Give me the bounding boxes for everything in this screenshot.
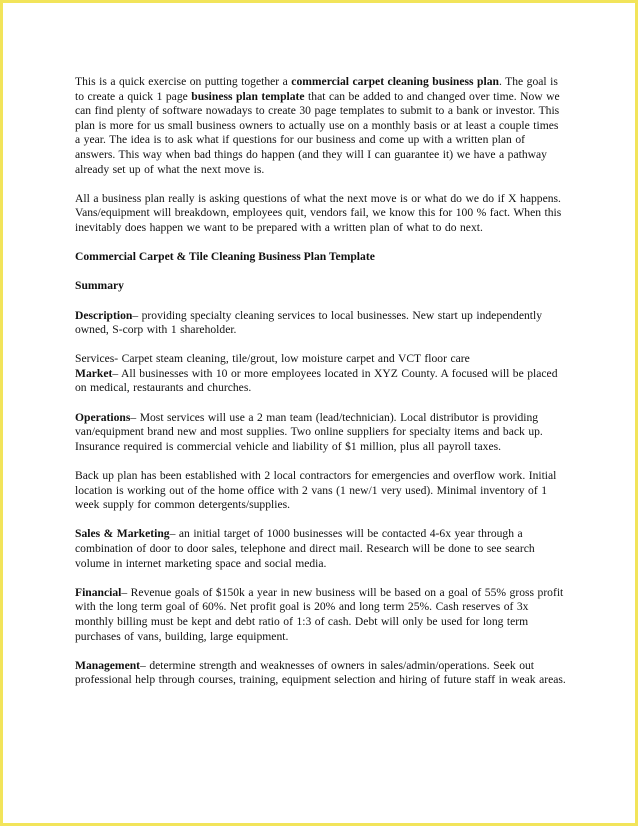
services-line: Services- Carpet steam cleaning, tile/grout, low moisture carpet and VCT floor care	[75, 352, 470, 366]
sales-marketing-section	[75, 527, 567, 571]
sales-marketing-text: – an initial target of 1000 businesses will be contacted 4-6x year through a combination of door to door sales, telephone and direct mail. Research will be done to see search volume in internet marketing space and social media.	[75, 527, 535, 570]
financial-text: – Revenue goals of $150k a year in new business will be based on a goal of 55% gross profit with the long term goal of 60%. Net profit goal is 20% and long term 25%. Cash reserves of 3x monthly billing must be kept and debt ratio of 1:3 of cash. Debt will only be used for long term purchases of vans, building, large equipment.	[75, 585, 564, 643]
business-plan-paragraph: All a business plan really is asking questions of what the next move is or what do we do if X happens. Vans/equipment will breakdown, employees quit, vendors fail, we know this for 100 % fact. When this inevitably does happen we want to be prepared with a written plan of what to do next.	[75, 191, 562, 234]
market-section	[75, 367, 567, 396]
market-text: – All businesses with 10 or more employees located in XYZ County. A focused will be placed on medical, restaurants and churches.	[75, 366, 558, 395]
backup-plan-paragraph: Back up plan has been established with 2 local contractors for emergencies and overflow work. Initial location is working out of the home office with 2 vans (1 new/1 very used). Minimal inventory of 1 week supply for common detergents/supplies.	[75, 469, 557, 512]
template-title: Commercial Carpet & Tile Cleaning Business Plan Template	[75, 250, 375, 264]
management-label: Management	[75, 658, 141, 672]
document-body	[75, 75, 567, 703]
description-section	[75, 309, 567, 338]
intro-keyword-bold: business plan template	[191, 89, 305, 103]
market-label: Market	[75, 366, 113, 380]
sales-marketing-label: Sales & Marketing	[75, 527, 170, 541]
operations-label: Operations	[75, 410, 131, 424]
operations-text: – Most services will use a 2 man team (lead/technician). Local distributor is providing van/equipment brand new and most supplies. Two online suppliers for specialty items and back up. Insurance required is commercial vehicle and liability of $1 million, plus all payroll taxes.	[75, 410, 543, 453]
summary-heading: Summary	[75, 279, 124, 293]
intro-paragraph	[75, 75, 567, 177]
financial-section	[75, 586, 567, 644]
financial-label: Financial	[75, 585, 122, 599]
description-text: – providing specialty cleaning services to local businesses. New start up independently owned, S-corp with 1 shareholder.	[75, 308, 543, 337]
intro-text: This is a quick exercise on putting together a	[75, 75, 292, 88]
intro-text: that can be added to and changed over time. Now we can find plenty of software nowadays to create 30 page templates to submit to a bank or investor. This plan is more for us small business owners to actually use on a monthly basis or at least a couple times a year. The idea is to ask what if questions for our business and come up with a written plan of answers. This way when bad things do happen (and they will I can guarantee it) we have a pathway already set up of what the next move is.	[75, 89, 560, 176]
management-section	[75, 659, 567, 688]
intro-text: . The goal is to create a quick 1 page	[75, 75, 558, 103]
operations-section	[75, 411, 567, 455]
management-text: – determine strength and weaknesses of owners in sales/admin/operations. Seek out professional help through courses, training, equipment selection and hiring of future staff in weak areas.	[75, 658, 566, 687]
description-label: Description	[75, 308, 133, 322]
intro-keyword-bold: commercial carpet cleaning business plan	[291, 75, 499, 88]
